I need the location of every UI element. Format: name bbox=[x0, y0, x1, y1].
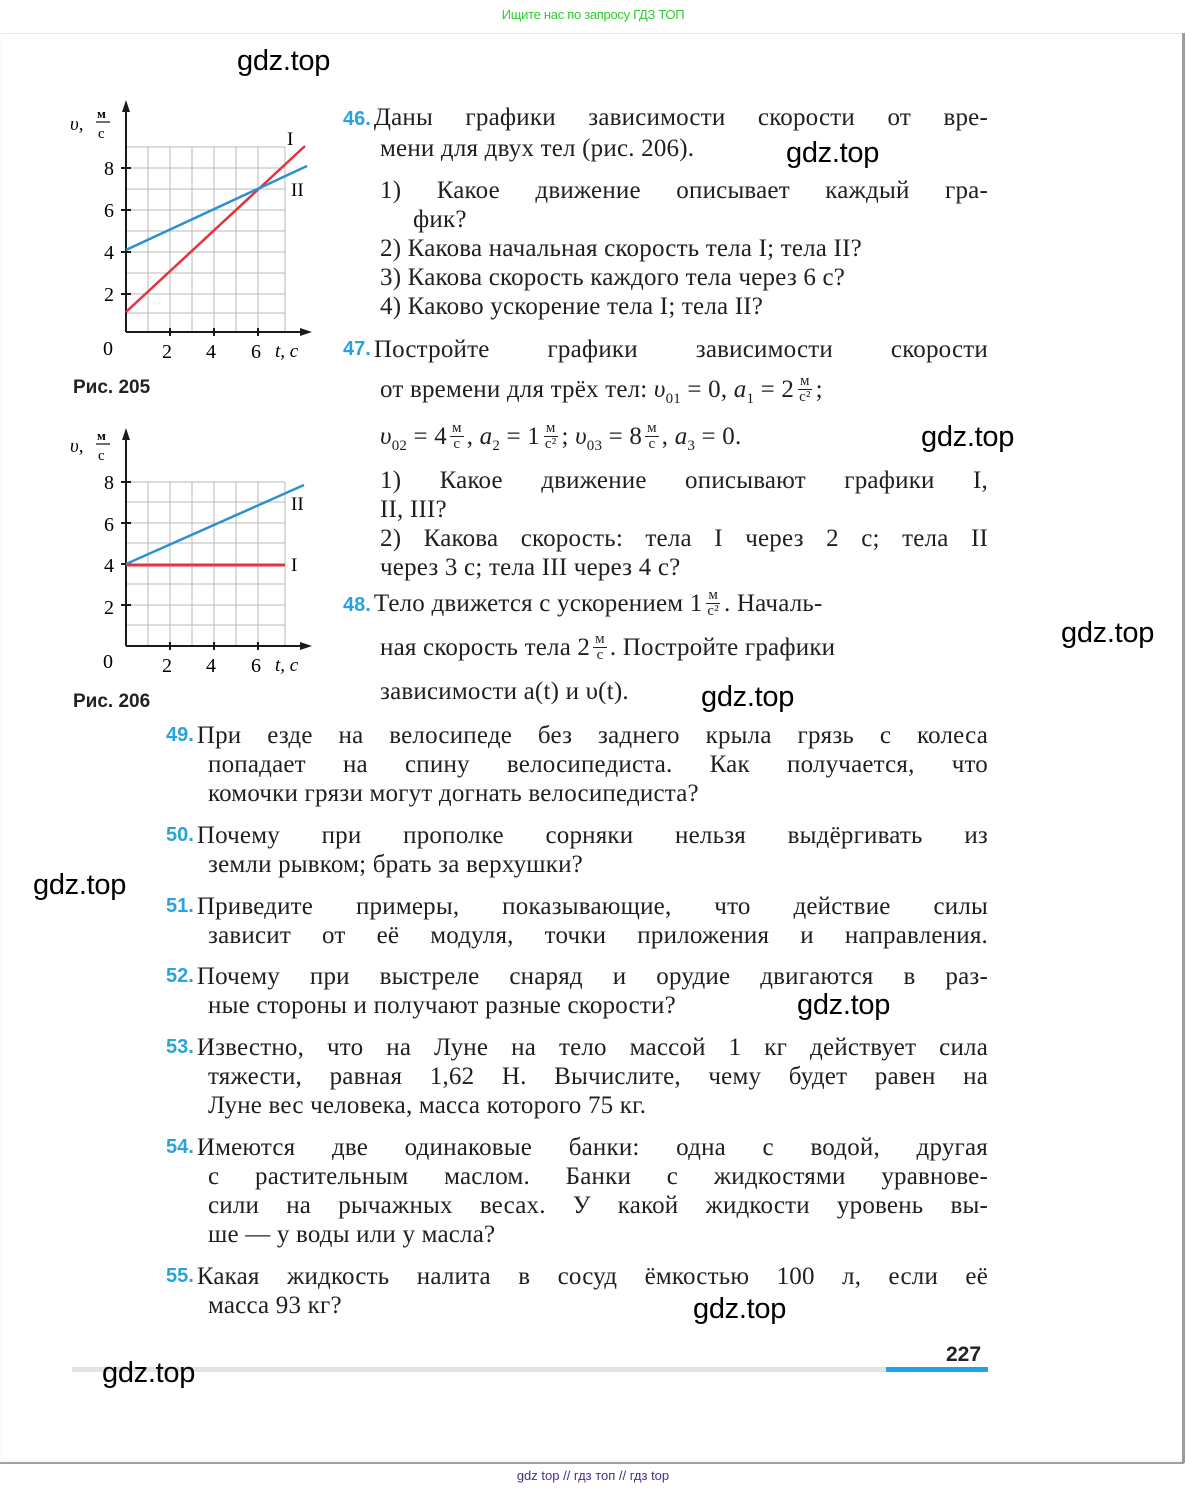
task-50: 50. Почему при прополке сорняки нельзя выдёргивать из земли рывком; брать за верхушки? bbox=[166, 822, 988, 878]
series-I-label: I bbox=[291, 555, 298, 576]
task-54: 54. Имеются две одинаковые банки: одна с водой, другая с растительным маслом. Банки с жидкостями уравнове- сили на рычажных весах. У какой жидкости уровень вы- ше — у воды или у масла? bbox=[166, 1134, 988, 1248]
watermark: gdz.top bbox=[797, 989, 891, 1021]
watermark: gdz.top bbox=[701, 681, 795, 713]
svg-text:6: 6 bbox=[251, 655, 261, 677]
svg-text:2: 2 bbox=[104, 284, 114, 306]
task-51: 51. Приведите примеры, показывающие, что действие силы зависит от её модуля, точки приложения и направления. bbox=[166, 893, 988, 949]
svg-text:м: м bbox=[97, 428, 106, 443]
watermark: gdz.top bbox=[102, 1357, 196, 1389]
svg-text:6: 6 bbox=[104, 200, 114, 222]
task-49: 49. При езде на велосипеде без заднего крыла грязь с колеса попадает на спину велосипедиста. Как получается, что комочки грязи могут догнать велосипедиста? bbox=[166, 722, 988, 807]
task-55: 55. Какая жидкость налита в сосуд ёмкостью 100 л, если её масса 93 кг? bbox=[166, 1263, 988, 1319]
svg-text:υ,: υ, bbox=[70, 436, 84, 457]
figure-205-chart bbox=[60, 95, 330, 375]
series-II-line bbox=[126, 485, 304, 564]
svg-text:8: 8 bbox=[104, 158, 114, 180]
watermark: gdz.top bbox=[33, 869, 127, 901]
svg-text:6: 6 bbox=[104, 514, 114, 536]
series-I-label: I bbox=[287, 129, 294, 150]
series-II-label: II bbox=[291, 180, 304, 201]
svg-text:2: 2 bbox=[162, 655, 172, 677]
watermark: gdz.top bbox=[786, 137, 880, 169]
watermark: gdz.top bbox=[1061, 617, 1155, 649]
svg-text:0: 0 bbox=[103, 338, 113, 360]
top-banner-text[interactable]: Ищите нас по запросу ГДЗ ТОП bbox=[501, 7, 685, 22]
series-II-line bbox=[126, 166, 307, 250]
svg-text:4: 4 bbox=[104, 555, 114, 577]
series-I-line bbox=[126, 146, 305, 312]
task-53: 53. Известно, что на Луне на тело массой 1 кг действует сила тяжести, равная 1,62 Н. Вычислите, чему будет равен на Луне вес человека, масса которого 75 кг. bbox=[166, 1034, 988, 1119]
svg-text:4: 4 bbox=[206, 341, 216, 363]
watermark: gdz.top bbox=[921, 421, 1015, 453]
watermark: gdz.top bbox=[237, 45, 331, 77]
task-47: 47. Постройте графики зависимости скорости от времени для трёх тел: $\upsilon_{01} = 0$, $a_1 = 2$ $\frac{м}{\text{с²}}$ ; $\upsilon_{02} = 4$ $\frac{м}{с}$ , $a_2 = 1$ $\frac{м}{\text{с²}}$ ; $\upsilon_{03} = 8$ $\frac{м}{с}$ , $a_3 = 0$. 1) Какое движение описывают графики I, II, III? 2) Какова скорость: тела I через 2 с; тела II через 3 с; тела III через 4 с? bbox=[343, 336, 988, 581]
svg-text:2: 2 bbox=[104, 597, 114, 619]
svg-text:м: м bbox=[97, 106, 106, 121]
svg-text:8: 8 bbox=[104, 472, 114, 494]
bottom-links[interactable]: gdz top // гдз топ // гдз top bbox=[516, 1468, 670, 1483]
figure-206-chart bbox=[60, 420, 330, 690]
svg-text:t, с: t, с bbox=[275, 341, 299, 362]
footer-accent-rule bbox=[886, 1367, 988, 1372]
svg-text:4: 4 bbox=[206, 655, 216, 677]
svg-text:4: 4 bbox=[104, 242, 114, 264]
y-axis-label: υ, bbox=[70, 114, 84, 135]
svg-text:6: 6 bbox=[251, 341, 261, 363]
svg-text:0: 0 bbox=[103, 651, 113, 673]
task-46: 46. Даны графики зависимости скорости от вре- мени для двух тел (рис. 206). 1) Какое движение описывает каждый гра- фик? 2) Какова начальная скорость тела I; тела II? 3) Какова скорость каждого тела через 6 с? 4) Каково ускорение тела I; тела II? bbox=[343, 104, 988, 320]
watermark: gdz.top bbox=[693, 1293, 787, 1325]
svg-text:с: с bbox=[98, 126, 105, 142]
svg-text:t, с: t, с bbox=[275, 655, 299, 676]
task-48: 48. Тело движется с ускорением 1 $\frac{м}{\text{с²}}$ . Началь- ная скорость тела 2 $\frac{м}{с}$ . Постройте графики зависимости a(t) и υ(t). bbox=[343, 586, 836, 705]
figure-206-caption: Рис. 206 bbox=[73, 691, 151, 712]
svg-text:с: с bbox=[98, 448, 105, 464]
top-banner bbox=[0, 0, 1186, 32]
svg-text:2: 2 bbox=[162, 341, 172, 363]
task-52: 52. Почему при выстреле снаряд и орудие двигаются в раз- ные стороны и получают разные скорости? bbox=[166, 963, 988, 1019]
figure-205-caption: Рис. 205 bbox=[73, 377, 151, 398]
series-II-label: II bbox=[291, 494, 304, 515]
page-edge-shadow bbox=[1182, 33, 1185, 1463]
page-number: 227 bbox=[946, 1343, 982, 1366]
